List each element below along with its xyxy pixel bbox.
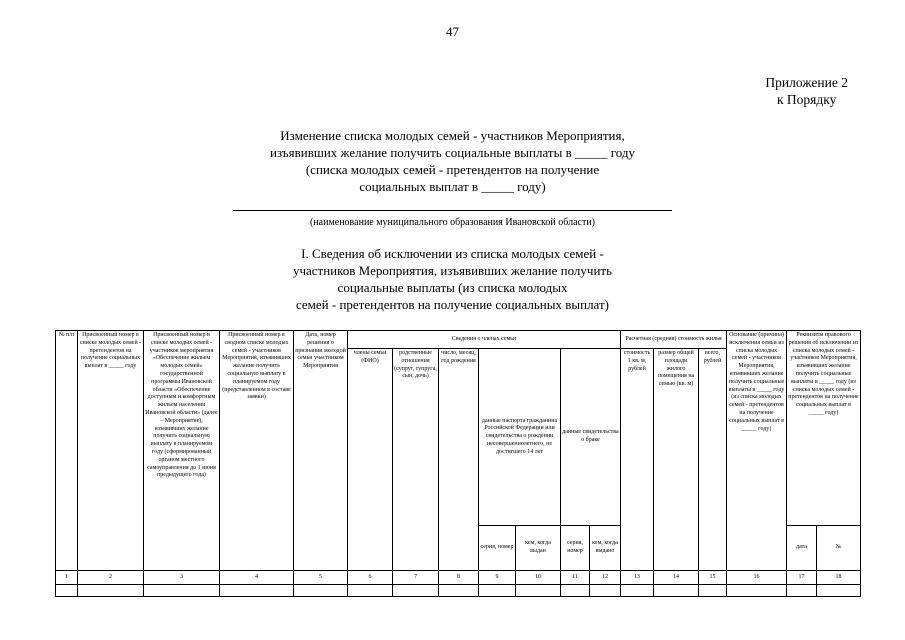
empty-data-cell — [56, 585, 78, 597]
col-header-9: серия, номер — [479, 526, 516, 571]
empty-data-cell — [787, 585, 817, 597]
title-line-4: социальных выплат в _____ году) — [359, 179, 546, 194]
column-number-18: 18 — [817, 571, 861, 585]
column-number-5: 5 — [294, 571, 348, 585]
page-number: 47 — [446, 24, 459, 39]
column-number-10: 10 — [516, 571, 561, 585]
empty-data-cell — [561, 585, 590, 597]
col-header-4: Присвоенный номер в сводном списке молодых семей - участников Мероприятия, изъявивших желание получить социальную выплату в планируемом году (представленном в составе заявки) — [220, 331, 294, 571]
column-number-3: 3 — [144, 571, 220, 585]
col-header-6: члены семьи (ФИО) — [348, 349, 393, 571]
col-header-16: Основание (причина) исключения семьи из списка молодых семей - участников Мероприятия, изъявивших желание получить социальные выплаты в _____ году (из списка молодых семей - претендентов на получение социальных выплат в _____ году) — [727, 331, 787, 571]
section-line-4: семей - претендентов на получение социальных выплат) — [295, 297, 610, 312]
empty-data-cell — [144, 585, 220, 597]
column-number-9: 9 — [479, 571, 516, 585]
column-number-14: 14 — [654, 571, 699, 585]
col-header-7: родственные отношения (супруг, супруга, сын, дочь) — [393, 349, 439, 571]
title-line-3: (списка молодых семей - претендентов на получение — [305, 162, 600, 177]
empty-data-cell — [621, 585, 654, 597]
exclusion-list-table — [55, 330, 861, 597]
appendix-line-2: к Порядку — [777, 92, 837, 107]
col-header-3: Присвоенный номер в списке молодых семей - участников мероприятия «Обеспечение жильем молодых семей» государственной программы Ивановской области «Обеспечение доступным и комфортным жильем населения Ивановской области» (далее – Мероприятие), изъявивших желание получить социальную выплату в планируемом году (сформированный органом местного самоуправления до 1 июня предыдущего года) — [144, 331, 220, 571]
section-heading — [0, 245, 905, 313]
empty-data-cell — [590, 585, 621, 597]
column-number-15: 15 — [699, 571, 727, 585]
col-header-5: Дата, номер решения о признании молодой семьи участником Мероприятия — [294, 331, 348, 571]
column-number-2: 2 — [78, 571, 144, 585]
col-header-12: кем, когда выдано — [590, 526, 621, 571]
group-header-housing-cost: Расчетная (средняя) стоимость жилья — [621, 331, 727, 349]
column-number-17: 17 — [787, 571, 817, 585]
appendix-label — [765, 74, 848, 108]
empty-data-cell — [817, 585, 861, 597]
section-line-2: участников Мероприятия, изъявивших желание получить — [292, 263, 613, 278]
empty-data-cell — [393, 585, 439, 597]
empty-data-cell — [654, 585, 699, 597]
column-number-11: 11 — [561, 571, 590, 585]
group-header-passport-data: данные паспорта гражданина Российской Федерации или свидетельства о рождении несовершеннолетнего, не достигшего 14 лет — [479, 349, 561, 526]
group-header-marriage-certificate: данные свидетельства о браке — [561, 349, 621, 526]
empty-data-cell — [727, 585, 787, 597]
municipality-fill-line — [233, 194, 672, 211]
appendix-line-1: Приложение 2 — [765, 75, 848, 90]
col-header-2: Присвоенный номер в списке молодых семей - претендентов на получение социальных выплат в _____ году — [78, 331, 144, 571]
empty-data-cell — [479, 585, 516, 597]
column-number-6: 6 — [348, 571, 393, 585]
column-number-13: 13 — [621, 571, 654, 585]
title-line-1: Изменение списка молодых семей - участников Мероприятия, — [280, 128, 625, 143]
empty-data-cell — [78, 585, 144, 597]
col-header-17: дата — [787, 526, 817, 571]
section-line-1: I. Сведения об исключении из списка молодых семей - — [301, 246, 604, 261]
column-number-16: 16 — [727, 571, 787, 585]
group-header-family-members: Сведения о членах семьи — [348, 331, 621, 349]
empty-data-cell — [699, 585, 727, 597]
empty-data-cell — [516, 585, 561, 597]
col-header-13: стоимость 1 кв. м, рублей — [621, 349, 654, 571]
empty-data-cell — [348, 585, 393, 597]
title-line-2: изъявивших желание получить социальные выплаты в _____ году — [270, 145, 635, 160]
section-line-3: социальные выплаты (из списка молодых — [337, 280, 568, 295]
empty-data-cell — [220, 585, 294, 597]
col-header-10: кем, когда выдан — [516, 526, 561, 571]
column-number-1: 1 — [56, 571, 78, 585]
municipality-caption: (наименование муниципального образования Ивановской области) — [309, 217, 596, 228]
column-number-8: 8 — [439, 571, 479, 585]
column-numbers-row — [56, 571, 861, 585]
column-number-7: 7 — [393, 571, 439, 585]
col-header-15: всего, рублей — [699, 349, 727, 571]
empty-data-row — [56, 585, 861, 597]
col-header-8: число, месяц, год рождения — [439, 349, 479, 571]
col-header-14: размер общей площади жилого помещения на семью (кв. м) — [654, 349, 699, 571]
group-header-requisites: Реквизиты правового решения об исключении из списка молодых семей - участников Мероприятия, изъявивших желание получить социальные выплаты в _____ году (из списка молодых семей - претендентов на получение социальных выплат в _____ году) — [787, 331, 861, 526]
col-header-11: серия, номер — [561, 526, 590, 571]
col-header-1: № п/п — [56, 331, 78, 571]
col-header-18: № — [817, 526, 861, 571]
document-title — [0, 127, 905, 195]
empty-data-cell — [294, 585, 348, 597]
column-number-4: 4 — [220, 571, 294, 585]
column-number-12: 12 — [590, 571, 621, 585]
empty-data-cell — [439, 585, 479, 597]
